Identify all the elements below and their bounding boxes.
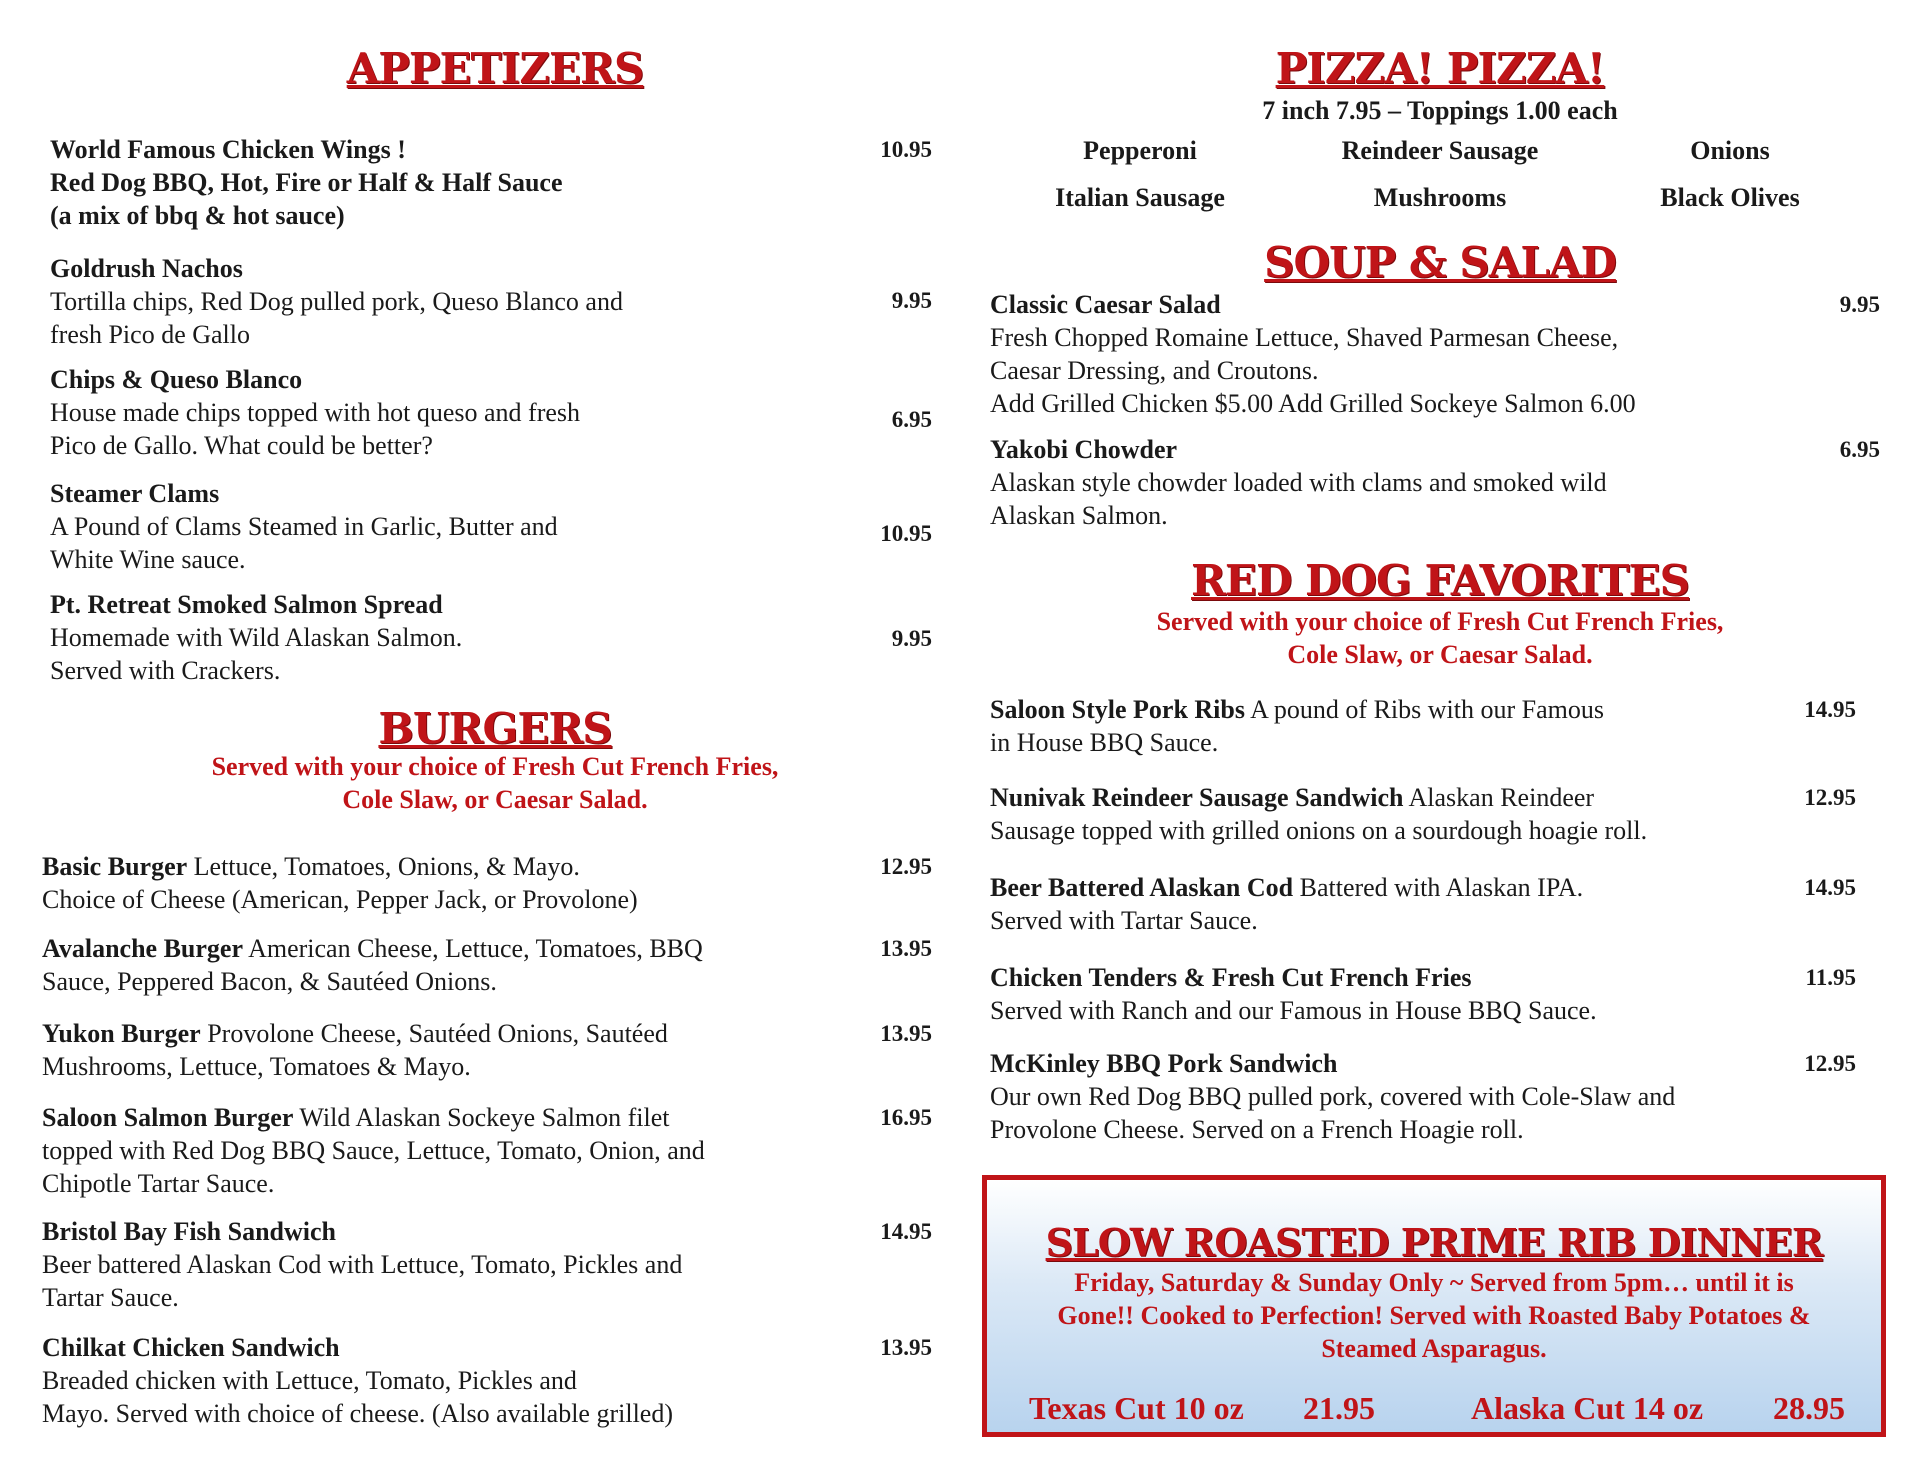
prime-rib-title: SLOW ROASTED PRIME RIB DINNER <box>1045 1220 1823 1265</box>
item-desc: Wild Alaskan Sockeye Salmon filet <box>293 1103 670 1132</box>
item-name: Yukon Burger <box>42 1019 201 1048</box>
topping: Onions <box>1690 136 1770 165</box>
item-desc: White Wine sauce. <box>50 545 246 574</box>
item-price: 14.95 <box>880 1219 932 1244</box>
menu-item <box>42 1215 882 1314</box>
item-name: Steamer Clams <box>50 479 220 508</box>
item-desc: Mayo. Served with choice of cheese. (Also available grilled) <box>42 1399 673 1428</box>
menu-item <box>990 288 1636 420</box>
item-name: Avalanche Burger <box>42 934 243 963</box>
favorites-subtitle <box>990 605 1890 671</box>
item-desc: Breaded chicken with Lettuce, Tomato, Pickles and <box>42 1366 577 1395</box>
prime-rib-desc-line: Steamed Asparagus. <box>1321 1334 1547 1363</box>
item-name: World Famous Chicken Wings ! <box>50 135 406 164</box>
item-desc: topped with Red Dog BBQ Sauce, Lettuce, Tomato, Onion, and <box>42 1136 705 1165</box>
item-name: Chicken Tenders & Fresh Cut French Fries <box>990 963 1472 992</box>
item-price: 16.95 <box>880 1105 932 1130</box>
item-name: Chips & Queso Blanco <box>50 365 303 394</box>
item-price: 13.95 <box>880 1335 932 1360</box>
item-name: Goldrush Nachos <box>50 254 243 283</box>
item-name: Beer Battered Alaskan Cod <box>990 873 1294 902</box>
menu-item <box>50 252 623 351</box>
texas-cut-price: 21.95 <box>1303 1390 1375 1426</box>
item-desc: Sausage topped with grilled onions on a sourdough hoagie roll. <box>990 816 1648 845</box>
topping: Mushrooms <box>1373 183 1507 212</box>
item-name: Saloon Salmon Burger <box>42 1103 294 1132</box>
item-desc: Tartar Sauce. <box>42 1283 179 1312</box>
topping: Pepperoni <box>1083 136 1197 165</box>
prime-rib-description <box>995 1266 1873 1365</box>
item-desc: American Cheese, Lettuce, Tomatoes, BBQ <box>243 934 703 963</box>
item-desc: Sauce, Peppered Bacon, & Sautéed Onions. <box>42 967 497 996</box>
item-desc: Homemade with Wild Alaskan Salmon. <box>50 623 463 652</box>
item-name: Chilkat Chicken Sandwich <box>42 1333 340 1362</box>
item-name: Nunivak Reindeer Sausage Sandwich <box>990 783 1404 812</box>
item-desc: Served with Ranch and our Famous in House BBQ Sauce. <box>990 996 1597 1025</box>
item-price: 13.95 <box>880 1021 932 1046</box>
item-desc: Lettuce, Tomatoes, Onions, & Mayo. <box>187 852 580 881</box>
item-desc: Battered with Alaskan IPA. <box>1293 873 1584 902</box>
favorites-title: RED DOG FAVORITES <box>1191 556 1689 605</box>
item-desc: in House BBQ Sauce. <box>990 728 1219 757</box>
menu-item <box>990 961 1770 1027</box>
prime-rib-desc-line: Friday, Saturday & Sunday Only ~ Served from 5pm… until it is <box>1074 1268 1794 1297</box>
alaska-cut-label: Alaska Cut 14 oz <box>1471 1390 1704 1426</box>
item-name: Yakobi Chowder <box>990 435 1178 464</box>
item-price: 10.95 <box>880 137 932 162</box>
item-desc: Provolone Cheese. Served on a French Hoagie roll. <box>990 1115 1524 1144</box>
item-price: 6.95 <box>891 407 932 432</box>
item-desc: Choice of Cheese (American, Pepper Jack, or Provolone) <box>42 885 638 914</box>
item-desc: (a mix of bbq & hot sauce) <box>50 201 345 230</box>
item-desc: Our own Red Dog BBQ pulled pork, covered with Cole-Slaw and <box>990 1082 1676 1111</box>
appetizers-title: APPETIZERS <box>346 44 644 93</box>
item-desc: Provolone Cheese, Sautéed Onions, Sautéed <box>200 1019 668 1048</box>
prime-rib-box <box>982 1175 1886 1437</box>
item-name: Pt. Retreat Smoked Salmon Spread <box>50 590 443 619</box>
item-desc: Alaskan Reindeer <box>1403 783 1595 812</box>
burgers-title: BURGERS <box>378 704 612 753</box>
item-desc: Chipotle Tartar Sauce. <box>42 1169 275 1198</box>
menu-item <box>990 1047 1790 1146</box>
item-price: 12.95 <box>880 854 932 879</box>
burgers-subtitle <box>50 750 940 816</box>
topping: Black Olives <box>1660 183 1800 212</box>
item-price: 11.95 <box>1805 965 1856 990</box>
menu-item <box>42 1017 882 1083</box>
item-desc: Tortilla chips, Red Dog pulled pork, Queso Blanco and <box>50 287 623 316</box>
texas-cut-label: Texas Cut 10 oz <box>1029 1390 1244 1426</box>
item-price: 6.95 <box>1839 437 1880 462</box>
item-price: 12.95 <box>1804 1051 1856 1076</box>
item-desc: Pico de Gallo. What could be better? <box>50 431 433 460</box>
item-desc: Alaskan Salmon. <box>990 501 1168 530</box>
item-desc: House made chips topped with hot queso and fresh <box>50 398 581 427</box>
menu-item <box>50 133 563 232</box>
item-desc: fresh Pico de Gallo <box>50 320 251 349</box>
favorites-sub-line: Cole Slaw, or Caesar Salad. <box>1287 640 1593 669</box>
item-price: 9.95 <box>1839 292 1880 317</box>
item-desc: Add Grilled Chicken $5.00 Add Grilled Sockeye Salmon 6.00 <box>990 389 1636 418</box>
item-desc: Served with Tartar Sauce. <box>990 906 1258 935</box>
menu-item <box>50 588 462 687</box>
pizza-title: PIZZA! PIZZA! <box>1275 44 1605 93</box>
item-name: Basic Burger <box>42 852 188 881</box>
topping: Italian Sausage <box>1055 183 1225 212</box>
item-desc: Beer battered Alaskan Cod with Lettuce, Tomato, Pickles and <box>42 1250 683 1279</box>
item-desc: Alaskan style chowder loaded with clams and smoked wild <box>990 468 1607 497</box>
item-price: 9.95 <box>891 288 932 313</box>
favorites-sub-line: Served with your choice of Fresh Cut French Fries, <box>1156 607 1724 636</box>
burgers-sub-line: Cole Slaw, or Caesar Salad. <box>342 785 648 814</box>
prime-rib-desc-line: Gone!! Cooked to Perfection! Served with Roasted Baby Potatoes & <box>1057 1301 1811 1330</box>
item-price: 14.95 <box>1804 875 1856 900</box>
item-desc: Fresh Chopped Romaine Lettuce, Shaved Parmesan Cheese, <box>990 323 1619 352</box>
menu-item <box>990 433 1607 532</box>
item-desc: A Pound of Clams Steamed in Garlic, Butter and <box>50 512 558 541</box>
soup-salad-title: SOUP & SALAD <box>1264 238 1616 287</box>
item-price: 14.95 <box>1804 697 1856 722</box>
menu-item <box>50 477 558 576</box>
menu-item <box>990 693 1770 759</box>
item-desc: A pound of Ribs with our Famous <box>1245 695 1604 724</box>
item-price: 13.95 <box>880 936 932 961</box>
item-name: Classic Caesar Salad <box>990 290 1221 319</box>
burgers-sub-line: Served with your choice of Fresh Cut French Fries, <box>211 752 779 781</box>
item-price: 12.95 <box>1804 785 1856 810</box>
alaska-cut-price: 28.95 <box>1773 1390 1845 1426</box>
item-name: McKinley BBQ Pork Sandwich <box>990 1049 1338 1078</box>
menu-item <box>990 871 1770 937</box>
menu-item <box>42 850 882 916</box>
item-desc: Served with Crackers. <box>50 656 281 685</box>
menu-item <box>50 363 580 462</box>
item-desc: Caesar Dressing, and Croutons. <box>990 356 1319 385</box>
item-desc: Red Dog BBQ, Hot, Fire or Half & Half Sauce <box>50 168 563 197</box>
menu-item <box>990 781 1770 847</box>
item-price: 10.95 <box>880 521 932 546</box>
item-name: Saloon Style Pork Ribs <box>990 695 1245 724</box>
pizza-subtitle: 7 inch 7.95 – Toppings 1.00 each <box>1262 96 1618 125</box>
menu-item <box>42 1331 882 1430</box>
item-desc: Mushrooms, Lettuce, Tomatoes & Mayo. <box>42 1052 471 1081</box>
menu-item <box>42 932 882 998</box>
topping: Reindeer Sausage <box>1341 136 1539 165</box>
item-name: Bristol Bay Fish Sandwich <box>42 1217 337 1246</box>
menu-item <box>42 1101 842 1200</box>
item-price: 9.95 <box>891 626 932 651</box>
